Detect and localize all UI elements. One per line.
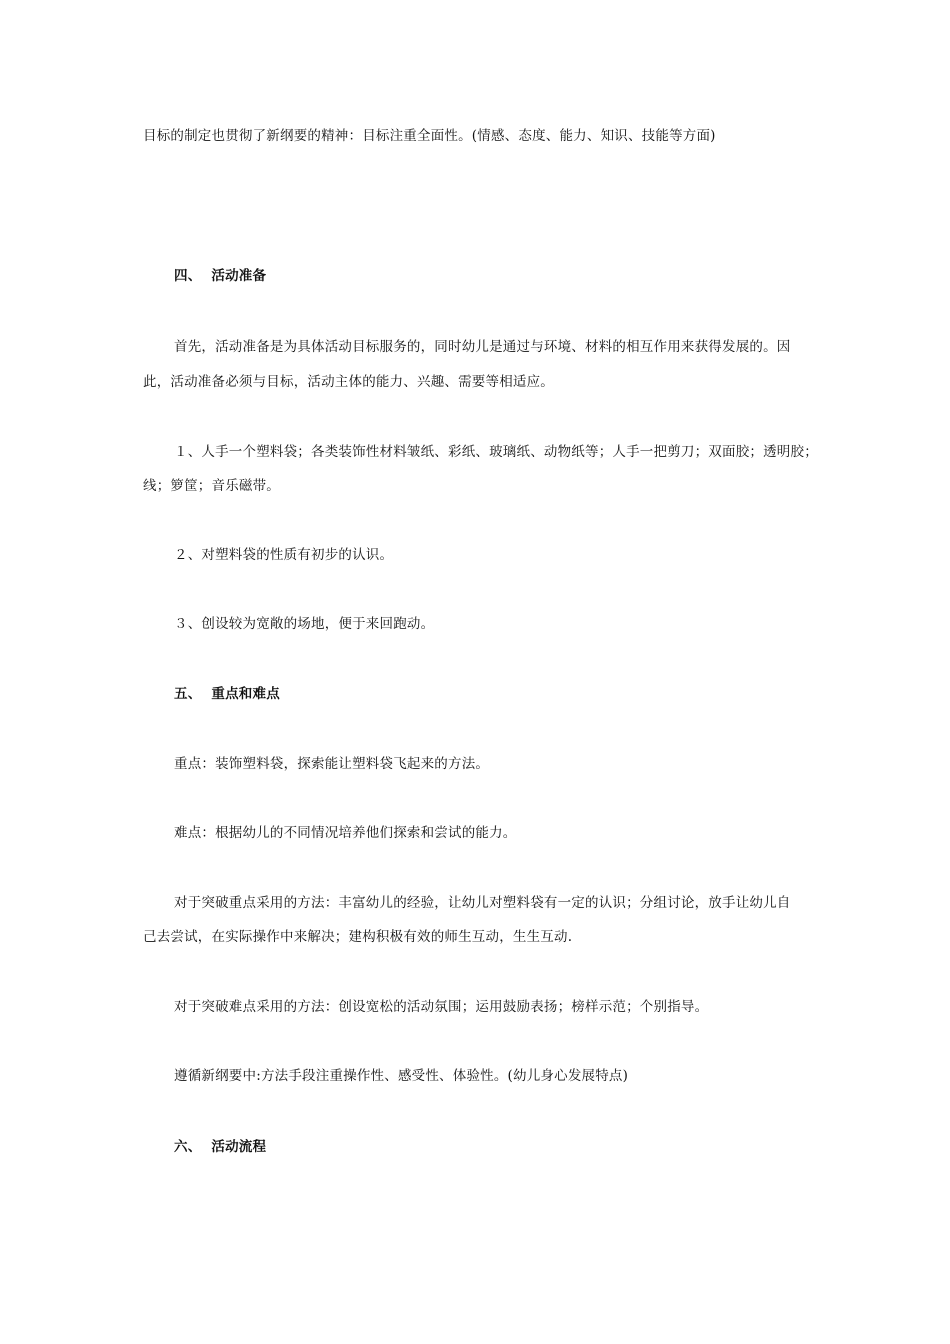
section-title: 活动准备: [211, 268, 267, 284]
paragraph-intro: 目标的制定也贯彻了新纲要的精神：目标注重全面性。(情感、态度、能力、知识、技能等方面): [143, 128, 716, 144]
section-heading-4: [174, 266, 854, 286]
list-item-2: ２、对塑料袋的性质有初步的认识。: [174, 547, 394, 563]
list-item-1-line-1: １、人手一个塑料袋；各类装饰性材料皱纸、彩纸、玻璃纸、动物纸等；人手一把剪刀；双面胶；透明胶；: [174, 444, 818, 460]
paragraph-method-key-line-2: 己去尝试，在实际操作中来解决；建构积极有效的师生互动，生生互动.: [143, 929, 573, 945]
paragraph-key-point: 重点：装饰塑料袋，探索能让塑料袋飞起来的方法。: [174, 756, 490, 772]
section-heading-5: [174, 684, 854, 704]
paragraph-method-key-line-1: 对于突破重点采用的方法：丰富幼儿的经验，让幼儿对塑料袋有一定的认识；分组讨论，放手让幼儿自: [174, 895, 791, 911]
paragraph-prep-line-1: 首先，活动准备是为具体活动目标服务的，同时幼儿是通过与环境、材料的相互作用来获得发展的。因: [174, 339, 791, 355]
section-number: 五、: [174, 686, 202, 702]
list-item-1-line-2: 线；箩筐；音乐磁带。: [143, 478, 280, 494]
paragraph-method-difficult: 对于突破难点采用的方法：创设宽松的活动氛围；运用鼓励表扬；榜样示范；个别指导。: [174, 999, 709, 1015]
paragraph-follow-guideline: 遵循新纲要中:方法手段注重操作性、感受性、体验性。(幼儿身心发展特点): [174, 1068, 629, 1084]
section-number: 六、: [174, 1139, 202, 1155]
paragraph-difficult-point: 难点：根据幼儿的不同情况培养他们探索和尝试的能力。: [174, 825, 517, 841]
list-item-3: ３、创设较为宽敞的场地，便于来回跑动。: [174, 616, 435, 632]
section-title: 重点和难点: [211, 686, 280, 702]
section-heading-6: [174, 1137, 854, 1157]
section-number: 四、: [174, 268, 202, 284]
section-title: 活动流程: [211, 1139, 267, 1155]
paragraph-prep-line-2: 此，活动准备必须与目标，活动主体的能力、兴趣、需要等相适应。: [143, 374, 554, 390]
